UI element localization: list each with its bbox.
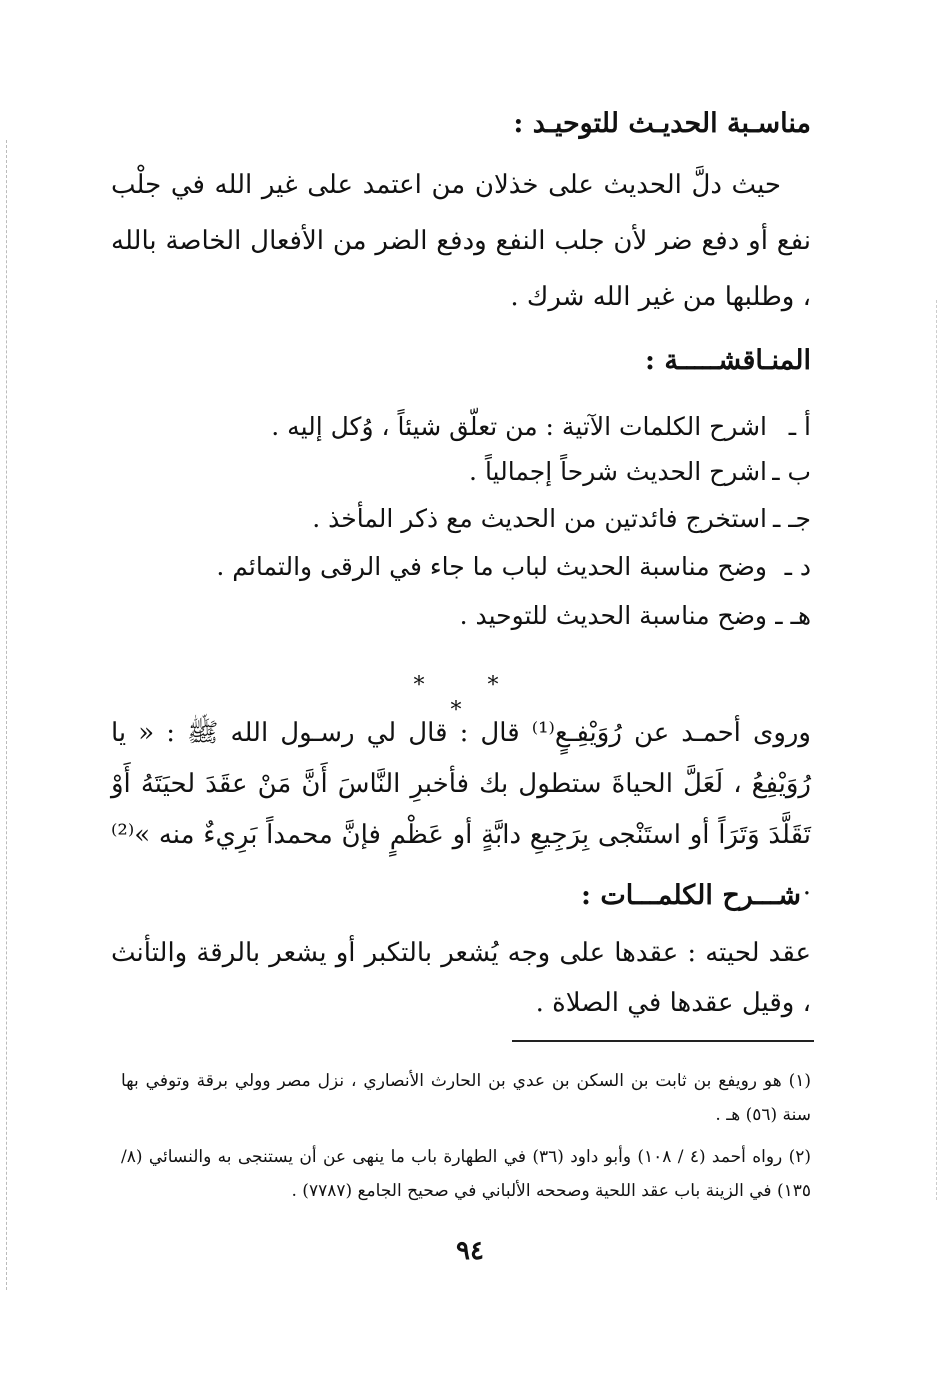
footnote-divider: [512, 1040, 814, 1042]
question-text: اشرح الحديث شرحاً إجمالياً .: [469, 457, 767, 486]
question-mark: هـ ـ: [775, 601, 811, 630]
question-item: [111, 497, 811, 541]
heading-discussion: المنـاقشـــــة :: [644, 345, 811, 376]
question-item: [111, 450, 811, 494]
question-item: [111, 545, 811, 589]
scan-artifact-line: [6, 140, 7, 1290]
heading-words: شـــرح الكلمـــات :: [580, 880, 801, 911]
question-text: استخرج فائدتين من الحديث مع ذكر المأخذ .: [312, 504, 767, 533]
heading-relevance: مناسـبة الحديـث للتوحيـد :: [513, 108, 811, 139]
question-mark: جـ ـ: [772, 504, 811, 533]
words-paragraph: عقد لحيته : عقدها على وجه يُشعر بالتكبر أو يشعر بالرقة والتأنث ، وقيل عقدها في الصلاة .: [111, 938, 811, 1018]
relevance-paragraph: حيث دلَّ الحديث على خذلان من اعتمد على غير الله في جلْب نفع أو دفع ضر لأن جلب النفع ودفع الضر من الأفعال الخاصة بالله ، وطلبها من غير الله شرك .: [111, 170, 811, 312]
hadith-paragraph: وروى أحمـد عن رُوَيْفِـعٍ⁽¹⁾ قال : قال لي رسـول الله ﷺ : « يا رُوَيْفِعُ ، لَعَلَّ الحياةَ ستطول بك فأخبرِ النَّاسَ أَنَّ مَنْ عقَدَ لحيَتَهُ أَوْ تَقَلَّدَ وَتَرَاً أو استَنْجى بِرَجِيعِ دابَّةٍ أو عَظْمٍ فإنَّ محمداً بَرِيءٌ منه »⁽²⁾ .: [111, 718, 811, 901]
footnote-1: (١) هو رويفع بن ثابت بن السكن بن عدي بن الحارث الأنصاري ، نزل مصر وولي برقة وتوفي بها سنة (٥٦) هـ .: [121, 1071, 811, 1125]
question-mark: ب ـ: [772, 457, 811, 486]
question-text: وضح مناسبة الحديث للتوحيد .: [459, 601, 767, 630]
question-text: وضح مناسبة الحديث لباب ما جاء في الرقى والتمائم .: [216, 552, 767, 581]
scan-artifact-line: [936, 300, 937, 1200]
question-mark: أ ـ: [788, 412, 811, 441]
footnote-2: (٢) رواه أحمد (٤ / ١٠٨) وأبو داود (٣٦) في الطهارة باب ما ينهى عن أن يستنجى به والنسائي (٨/ ١٣٥) في الزينة باب عقد اللحية وصححه الألباني في صحيح الجامع (٧٧٨٧) .: [121, 1147, 812, 1201]
question-text: اشرح الكلمات الآتية : من تعلّق شيئاً ، وُكل إليه .: [271, 412, 767, 441]
question-item: [111, 594, 811, 638]
section-separator: * * *: [413, 673, 527, 723]
question-mark: د ـ: [784, 552, 811, 581]
question-item: [111, 405, 811, 449]
page-number: ٩٤: [456, 1236, 484, 1266]
